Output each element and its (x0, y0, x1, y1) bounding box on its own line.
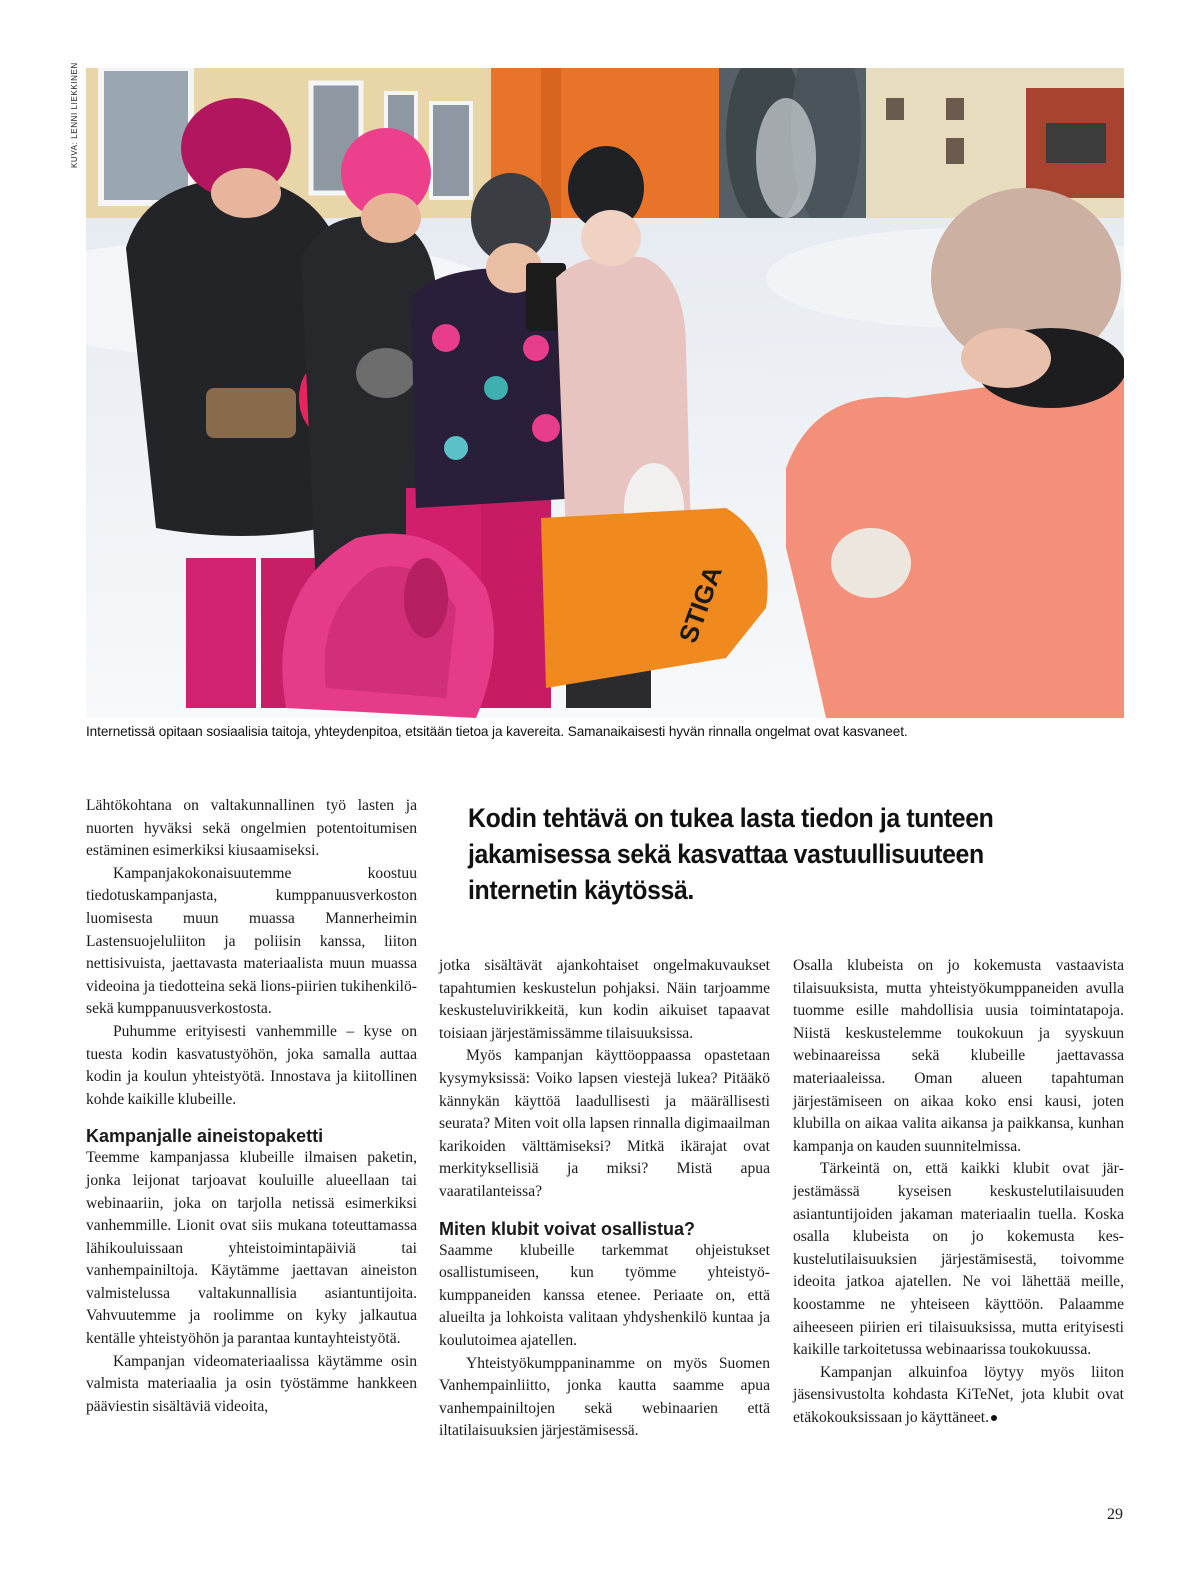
photo-credit (70, 62, 84, 168)
photo-illustration (86, 68, 1124, 718)
article-photo (86, 68, 1124, 718)
paragraph: Tärkeintä on, että kaikki klubit ovat järjestämässä kyseisen keskustelutilaisuuden asiantuntijoiden jakaman materiaalin tuella. Koska osalla klubeista on jo kokemusta keskustelutilaisuuksien järjestämisestä, toivomme ideoita jatkoa ajatellen. Ne voi lähettää meille, koostamme ne yhteiseen käyttöön. Palaamme aiheeseen piirien eri tilaisuuksissa, mutta erityisesti kaikille tarkoitetussa webinaarissa toukokuussa. (793, 1160, 1124, 1359)
paragraph: Lähtökohtana on valtakunnallinen työ lasten ja nuorten hyväksi sekä ongelmien potentoitumisen estäminen esimerkiksi kiusaamiseksi. (86, 797, 417, 860)
paragraph: Osalla klubeista on jo kokemusta vastaavista tilaisuuksista, mutta yhteistyökumppaneiden avulla tuomme esille mahdollisia uusia toimintatapoja. Niistä keskustelemme toukokuun ja syyskuun webinaareissa sekä klubeille jaettavassa materiaaleissa. Oman alueen tapahtuman järjestämiseen on aikaa koko ensi kausi, joten klubilla on aikaa valita aikansa ja paikkansa, kunhan kampanja on kauden suunnitelmissa. (793, 957, 1124, 1155)
end-bullet-icon (991, 1415, 997, 1421)
paragraph: jotka sisältävät ajankohtaiset ongelmakuvaukset tapahtumien keskustelun pohjaksi. Näin tarjoamme keskusteluvirikkeitä, kun kodin aikuiset tapaavat toisiaan järjestämissämme tilaisuuksissa. (439, 957, 770, 1042)
article-column-3 (793, 955, 1124, 1429)
article-column-2 (439, 955, 770, 1443)
page-number: 29 (1107, 1506, 1123, 1523)
section-heading: Miten klubit voivat osallistua? (439, 1218, 696, 1239)
photo-caption: Internetissä opitaan sosiaalisia taitoja, yhteydenpitoa, etsitään tietoa ja kavereita. Samanaikaisesti hyvän rinnalla ongelmat ovat kasvaneet. (86, 724, 908, 739)
article-column-1 (86, 795, 417, 1418)
paragraph: Teemme kampanjassa klubeille ilmaisen paketin, jonka leijonat tarjoavat kouluille alueellaan tai webinaariin, joka on tarjolla netissä esimerkiksi vanhemmille. Lionit ovat siis mukana toteuttamassa lähikouluissaan yhteistoimintapäiviä tai vanhempainiltoja. Käytämme jaettavan aineiston valmistelussa valtakunnallisia asiantuntijoita. Vahvuutemme ja roolimme on kyky jalkautua kentälle yhteistyöhön ja parantaa kuntayhteistyötä. (86, 1149, 417, 1348)
paragraph: Yhteistyökumppaninamme on myös Suomen Vanhempainliitto, jonka kautta saamme apua vanhempainiltojen sekä webinaarien että iltatilaisuuksien järjestämisessä. (439, 1354, 770, 1440)
paragraph: Saamme klubeille tarkemmat ohjeistukset osallistumiseen, kun työmme yhteistyökumppaneiden kanssa etenee. Periaate on, että alueilta ja lohkoista valitaan yhdyshenkilö kuntaa ja koulutoimea ajatellen. (439, 1241, 770, 1349)
pull-quote: Kodin tehtävä on tukea lasta tiedon ja tunteen jakamisessa sekä kasvattaa vastuullisuuteen internetin käytössä. (468, 803, 994, 905)
sled-brand: STIGA (672, 561, 728, 647)
paragraph: Myös kampanjan käyttöoppaassa opastetaan kysymyksissä: Voiko lapsen viestejä lukea? Pitääkö kännykän käyttöä laadullisesti ja määrällisesti seurata? Miten voit olla lapsen rinnalla digimaailman karikoiden välttämiseksi? Mitkä ikärajat ovat merkityksellisiä ja miksi? Mistä apua vaaratilanteissa? (439, 1047, 770, 1200)
section-heading: Kampanjalle aineistopaketti (86, 1126, 324, 1147)
paragraph: Kampanjan videomateriaalissa käytämme osin valmista materiaalia ja osin työstämme hankkeen pääviestin sisältäviä videoita, (86, 1352, 417, 1415)
paragraph-text: Kampanjan alkuinfoa löytyy myös liiton jäsensivustolta kohdasta KiTeNet, jota klubit ovat etäkokouksissaan jo käyttäneet. (793, 1363, 1124, 1426)
paragraph (793, 1362, 1124, 1430)
photo-credit-text: KUVA: LENNI LIEKKINEN (70, 62, 79, 168)
paragraph: Kampanjakokonaisuutemme koostuu tiedotuskampanjasta, kumppanuusverkoston luomisesta muun muassa Mannerheimin Lastensuojeluliiton ja poliisin kanssa, liiton nettisivuista, jaettavasta materiaalista muun muassa videoina ja tiedotteina sekä lions-piirien tukihenkilö- sekä kumppanuusverkostosta. (86, 864, 417, 1018)
paragraph: Puhumme erityisesti vanhemmille – kyse on tuesta kodin kasvatustyöhön, joka samalla auttaa kodin ja koulun yhteistyötä. Innostava ja kiitollinen kohde kaikille klubeille. (86, 1022, 417, 1108)
